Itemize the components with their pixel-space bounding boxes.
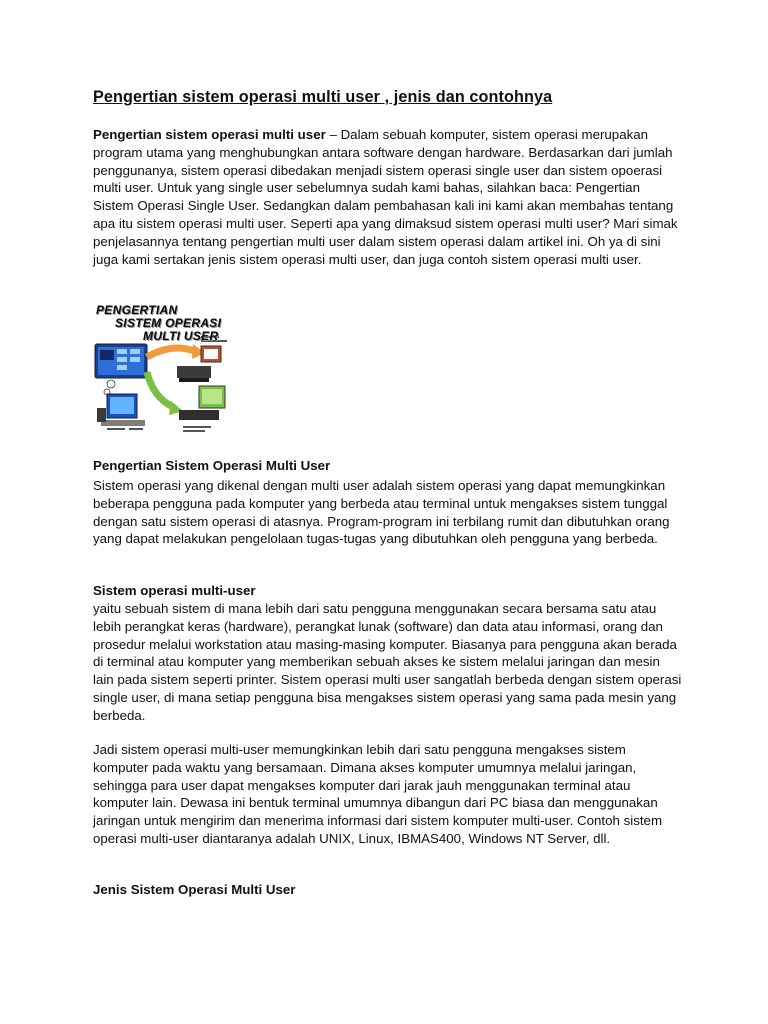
document-title: Pengertian sistem operasi multi user , jenis dan contohnya xyxy=(93,88,553,106)
section2-paragraph: yaitu sebuah sistem di mana lebih dari satu pengguna menggunakan secara bersama satu atau lebih perangkat keras (hardware), perangkat lunak (software) dan data atau informasi, orang dan prosedur melalui workstation atau masing-masing komputer. Biasanya para pengguna akan berada di terminal atau komputer yang memberikan sebuah akses ke sistem melalui jaringan dan mesin lain pada sistem seperti printer. Sistem operasi multi user sangatlah berbeda dengan sistem operasi single user, di mana setiap pengguna bisa mengakses sistem operasi yang sama pada mesin yang berbeda. xyxy=(93,601,682,723)
intro-paragraph xyxy=(93,126,683,268)
section1-paragraph: Sistem operasi yang dikenal dengan multi user adalah sistem operasi yang dapat memungkinkan beberapa pengguna pada komputer yang berbeda atau terminal untuk mengakses sistem tunggal dengan satu sistem operasi di atasnya. Program-program ini terbilang rumit dan dibutuhkan orang yang dapat melakukan pengelolaan tugas-tugas yang dibutuhkan oleh pengguna yang berbeda. xyxy=(93,478,670,547)
intro-lead: Pengertian sistem operasi multi user xyxy=(93,127,326,142)
figure-title-line-3: MULTI USER xyxy=(143,329,219,343)
intro-text: – Dalam sebuah komputer, sistem operasi merupakan program utama yang menghubungkan antara software dengan hardware. Berdasarkan dari jumlah penggunanya, sistem operasi dibedakan menjadi sistem operasi single user dan sistem opoerasi multi user. Untuk yang single user sebelumnya sudah kami bahas, silahkan baca: Pengertian Sistem Operasi Single User. Sedangkan dalam pembahasan kali ini kami akan membahas tentang apa itu sistem operasi multi user. Seperti apa yang dimaksud sistem operasi multi user? Mari simak penjelasannya tentang pengertian multi user dalam sistem operasi dalam artikel ini. Oh ya di sini juga kami sertakan jenis sistem operasi multi user, dan juga contoh sistem operasi multi user. xyxy=(93,127,678,267)
section1-heading: Pengertian Sistem Operasi Multi User xyxy=(93,458,331,473)
section3-heading: Jenis Sistem Operasi Multi User xyxy=(93,882,296,897)
figure-title-line-2: SISTEM OPERASI xyxy=(115,316,222,330)
multi-user-illustration xyxy=(93,302,241,438)
section2-paragraph-2: Jadi sistem operasi multi-user memungkinkan lebih dari satu pengguna mengakses sistem komputer pada waktu yang bersamaan. Dimana akses komputer umumnya melalui jaringan, sehingga para user dapat mengakses komputer dari jarak jauh menggunakan terminal atau komputer lain. Dewasa ini bentuk terminal umumnya dibangun dari PC biasa dan menggunakan jaringan untuk mengirim dan menerima informasi dari sistem komputer multi-user. Contoh sistem operasi multi-user diantaranya adalah UNIX, Linux, IBMAS400, Windows NT Server, dll. xyxy=(93,742,663,846)
figure-title-line-1: PENGERTIAN xyxy=(96,303,178,317)
section2-heading: Sistem operasi multi-user xyxy=(93,583,256,598)
